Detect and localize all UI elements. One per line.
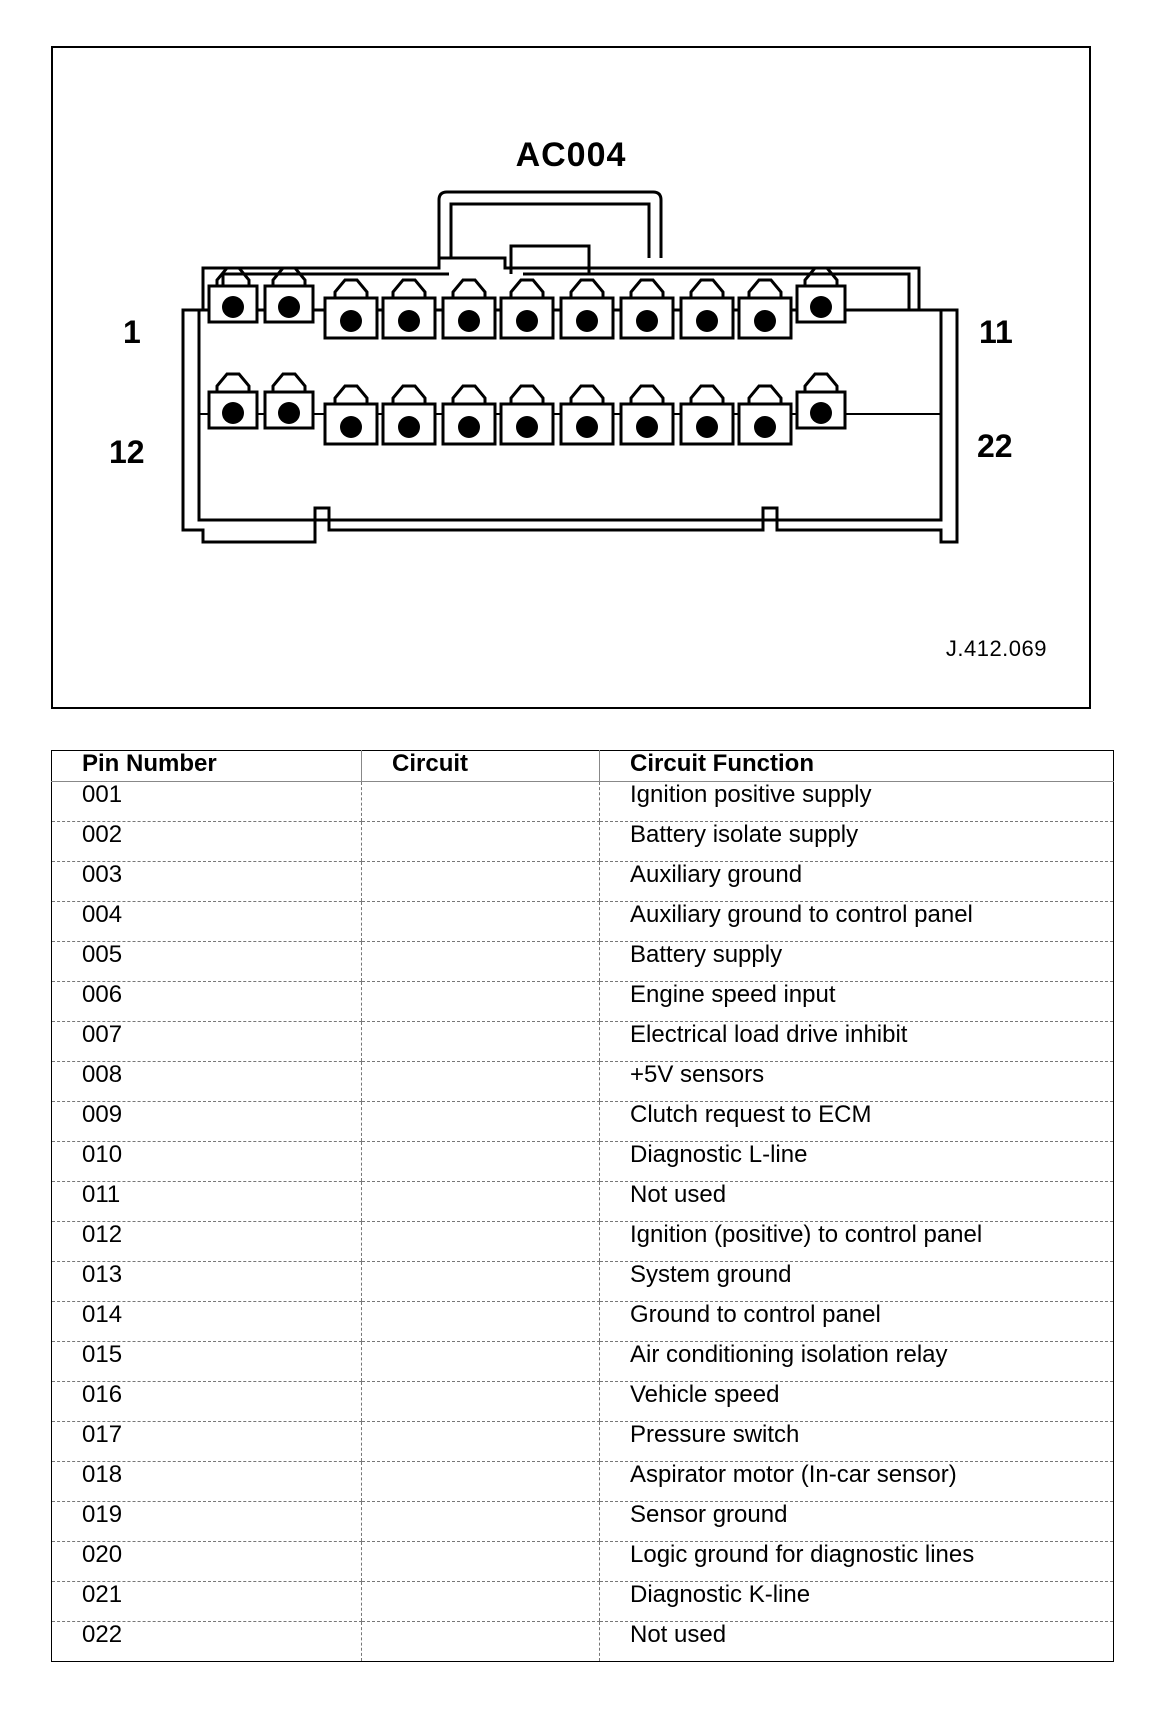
connector-pin-13 bbox=[265, 374, 313, 428]
circuit-function-cell: Battery isolate supply bbox=[600, 822, 1114, 862]
connector-pin-18 bbox=[561, 386, 613, 444]
pin-row-top bbox=[209, 268, 845, 338]
pin-label-bottom-right: 22 bbox=[977, 428, 1013, 464]
reference-code: J.412.069 bbox=[945, 636, 1047, 661]
circuit-cell bbox=[362, 1222, 600, 1262]
circuit-cell bbox=[362, 1142, 600, 1182]
pin-number-cell: 004 bbox=[52, 902, 362, 942]
circuit-cell bbox=[362, 1182, 600, 1222]
circuit-function-cell: Diagnostic L-line bbox=[600, 1142, 1114, 1182]
connector-title: AC004 bbox=[515, 136, 627, 174]
connector-diagram bbox=[51, 46, 1091, 709]
circuit-function-cell: Pressure switch bbox=[600, 1422, 1114, 1462]
connector-pin-1 bbox=[209, 268, 257, 322]
circuit-cell bbox=[362, 822, 600, 862]
table-header-row bbox=[52, 751, 1114, 782]
table-row bbox=[52, 1182, 1114, 1222]
circuit-cell bbox=[362, 1502, 600, 1542]
pin-number-cell: 006 bbox=[52, 982, 362, 1022]
table-row bbox=[52, 1102, 1114, 1142]
table-row bbox=[52, 1342, 1114, 1382]
table-row bbox=[52, 902, 1114, 942]
connector-pin-4 bbox=[383, 280, 435, 338]
table-row bbox=[52, 1022, 1114, 1062]
table-row bbox=[52, 1222, 1114, 1262]
circuit-function-cell: Auxiliary ground bbox=[600, 862, 1114, 902]
circuit-function-cell: Electrical load drive inhibit bbox=[600, 1022, 1114, 1062]
connector-pin-11 bbox=[797, 268, 845, 322]
connector-pin-2 bbox=[265, 268, 313, 322]
circuit-cell bbox=[362, 942, 600, 982]
circuit-function-cell: Air conditioning isolation relay bbox=[600, 1342, 1114, 1382]
pin-number-cell: 019 bbox=[52, 1502, 362, 1542]
connector-pin-7 bbox=[561, 280, 613, 338]
pin-label-top-left: 1 bbox=[123, 314, 141, 350]
pin-number-cell: 005 bbox=[52, 942, 362, 982]
circuit-cell bbox=[362, 1102, 600, 1142]
circuit-cell bbox=[362, 1022, 600, 1062]
circuit-cell bbox=[362, 1542, 600, 1582]
connector-pin-9 bbox=[681, 280, 733, 338]
connector-pin-15 bbox=[383, 386, 435, 444]
pin-number-cell: 010 bbox=[52, 1142, 362, 1182]
table-row bbox=[52, 782, 1114, 822]
pin-table bbox=[51, 750, 1114, 1662]
circuit-cell bbox=[362, 1062, 600, 1102]
pin-number-cell: 003 bbox=[52, 862, 362, 902]
pin-number-cell: 020 bbox=[52, 1542, 362, 1582]
circuit-function-cell: Logic ground for diagnostic lines bbox=[600, 1542, 1114, 1582]
pin-number-cell: 018 bbox=[52, 1462, 362, 1502]
header-circuit: Circuit bbox=[362, 751, 600, 782]
connector-pin-5 bbox=[443, 280, 495, 338]
circuit-function-cell: Battery supply bbox=[600, 942, 1114, 982]
header-circuit-function: Circuit Function bbox=[600, 751, 1114, 782]
circuit-function-cell: Engine speed input bbox=[600, 982, 1114, 1022]
pin-number-cell: 014 bbox=[52, 1302, 362, 1342]
circuit-function-cell: Ground to control panel bbox=[600, 1302, 1114, 1342]
circuit-function-cell: Not used bbox=[600, 1182, 1114, 1222]
circuit-function-cell: Auxiliary ground to control panel bbox=[600, 902, 1114, 942]
connector-pin-21 bbox=[739, 386, 791, 444]
table-row bbox=[52, 822, 1114, 862]
table-row bbox=[52, 982, 1114, 1022]
table-row bbox=[52, 1422, 1114, 1462]
connector-pin-8 bbox=[621, 280, 673, 338]
circuit-function-cell: Clutch request to ECM bbox=[600, 1102, 1114, 1142]
circuit-function-cell: System ground bbox=[600, 1262, 1114, 1302]
circuit-cell bbox=[362, 862, 600, 902]
circuit-cell bbox=[362, 982, 600, 1022]
circuit-function-cell: Ignition (positive) to control panel bbox=[600, 1222, 1114, 1262]
pin-number-cell: 011 bbox=[52, 1182, 362, 1222]
circuit-cell bbox=[362, 1582, 600, 1622]
pin-number-cell: 017 bbox=[52, 1422, 362, 1462]
table-row bbox=[52, 1262, 1114, 1302]
table-row bbox=[52, 862, 1114, 902]
circuit-function-cell: +5V sensors bbox=[600, 1062, 1114, 1102]
pin-row-bottom bbox=[209, 374, 845, 444]
pin-number-cell: 013 bbox=[52, 1262, 362, 1302]
table-row bbox=[52, 1502, 1114, 1542]
circuit-cell bbox=[362, 1422, 600, 1462]
circuit-cell bbox=[362, 1382, 600, 1422]
connector-pin-19 bbox=[621, 386, 673, 444]
circuit-function-cell: Diagnostic K-line bbox=[600, 1582, 1114, 1622]
pin-label-top-right: 11 bbox=[979, 314, 1013, 350]
locking-tab bbox=[439, 192, 661, 258]
connector-pin-17 bbox=[501, 386, 553, 444]
circuit-cell bbox=[362, 1622, 600, 1662]
pin-number-cell: 002 bbox=[52, 822, 362, 862]
pin-label-bottom-left: 12 bbox=[109, 434, 145, 470]
circuit-function-cell: Vehicle speed bbox=[600, 1382, 1114, 1422]
header-pin-number: Pin Number bbox=[52, 751, 362, 782]
connector-pin-10 bbox=[739, 280, 791, 338]
circuit-cell bbox=[362, 1302, 600, 1342]
connector-pin-6 bbox=[501, 280, 553, 338]
table-row bbox=[52, 1142, 1114, 1182]
pin-number-cell: 022 bbox=[52, 1622, 362, 1662]
table-row bbox=[52, 1302, 1114, 1342]
circuit-cell bbox=[362, 902, 600, 942]
pin-number-cell: 015 bbox=[52, 1342, 362, 1382]
pin-number-cell: 016 bbox=[52, 1382, 362, 1422]
circuit-function-cell: Sensor ground bbox=[600, 1502, 1114, 1542]
table-row bbox=[52, 1462, 1114, 1502]
circuit-function-cell: Ignition positive supply bbox=[600, 782, 1114, 822]
table-row bbox=[52, 1622, 1114, 1662]
pin-number-cell: 009 bbox=[52, 1102, 362, 1142]
connector-pin-14 bbox=[325, 386, 377, 444]
connector-pin-20 bbox=[681, 386, 733, 444]
pin-number-cell: 008 bbox=[52, 1062, 362, 1102]
table-row bbox=[52, 1382, 1114, 1422]
circuit-cell bbox=[362, 1462, 600, 1502]
pin-number-cell: 012 bbox=[52, 1222, 362, 1262]
pin-number-cell: 001 bbox=[52, 782, 362, 822]
circuit-function-cell: Not used bbox=[600, 1622, 1114, 1662]
connector-pin-16 bbox=[443, 386, 495, 444]
circuit-cell bbox=[362, 782, 600, 822]
circuit-cell bbox=[362, 1342, 600, 1382]
table-row bbox=[52, 1542, 1114, 1582]
table-row bbox=[52, 942, 1114, 982]
connector-pin-12 bbox=[209, 374, 257, 428]
table-row bbox=[52, 1582, 1114, 1622]
circuit-function-cell: Aspirator motor (In-car sensor) bbox=[600, 1462, 1114, 1502]
circuit-cell bbox=[362, 1262, 600, 1302]
pin-number-cell: 021 bbox=[52, 1582, 362, 1622]
table-row bbox=[52, 1062, 1114, 1102]
connector-pin-22 bbox=[797, 374, 845, 428]
pin-number-cell: 007 bbox=[52, 1022, 362, 1062]
connector-pin-3 bbox=[325, 280, 377, 338]
